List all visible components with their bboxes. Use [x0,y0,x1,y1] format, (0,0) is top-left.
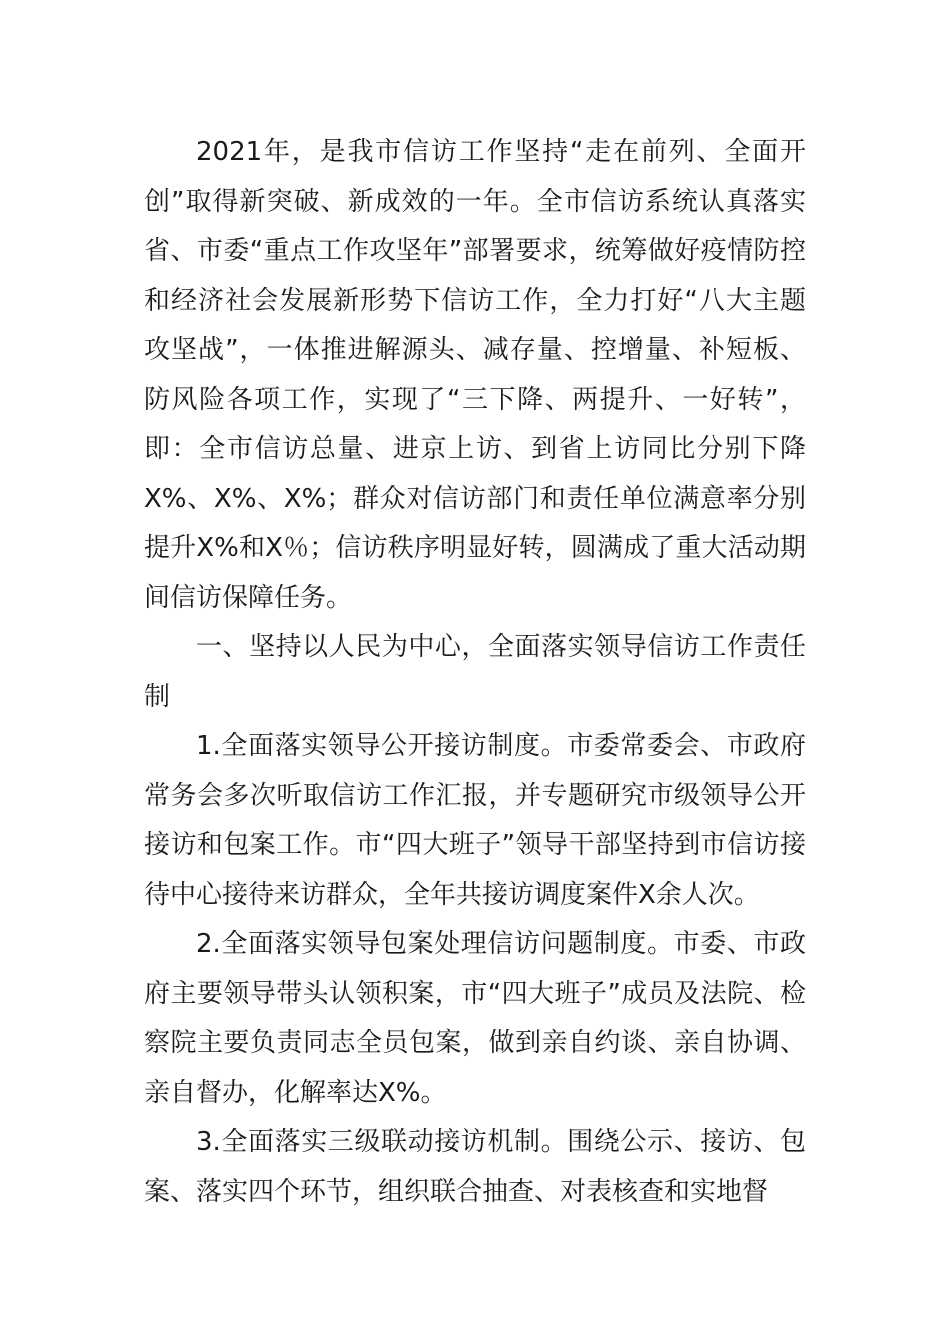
item-3-paragraph: 3.全面落实三级联动接访机制。围绕公示、接访、包案、落实四个环节，组织联合抽查、对表核查和实地督 [144,1127,806,1207]
item-1-paragraph: 1.全面落实领导公开接访制度。市委常委会、市政府常务会多次听取信访工作汇报，并专题研究市级领导公开接访和包案工作。市“四大班子”领导干部坚持到市信访接待中心接待来访群众，全年共接访调度案件X余人次。 [144,731,806,910]
document-body [144,128,806,1217]
intro-paragraph: 2021年，是我市信访工作坚持“走在前列、全面开创”取得新突破、新成效的一年。全市信访系统认真落实省、市委“重点工作攻坚年”部署要求，统筹做好疫情防控和经济社会发展新形势下信访工作，全力打好“八大主题攻坚战”，一体推进解源头、减存量、控增量、补短板、防风险各项工作，实现了“三下降、两提升、一好转”，即：全市信访总量、进京上访、到省上访同比分别下降X%、X%、X%；群众对信访部门和责任单位满意率分别提升X%和X％；信访秩序明显好转，圆满成了重大活动期间信访保障任务。 [144,137,806,613]
section-heading: 一、坚持以人民为中心，全面落实领导信访工作责任制 [144,632,806,712]
item-2-paragraph: 2.全面落实领导包案处理信访问题制度。市委、市政府主要领导带头认领积案，市“四大班子”成员及法院、检察院主要负责同志全员包案，做到亲自约谈、亲自协调、亲自督办，化解率达X%。 [144,929,806,1108]
